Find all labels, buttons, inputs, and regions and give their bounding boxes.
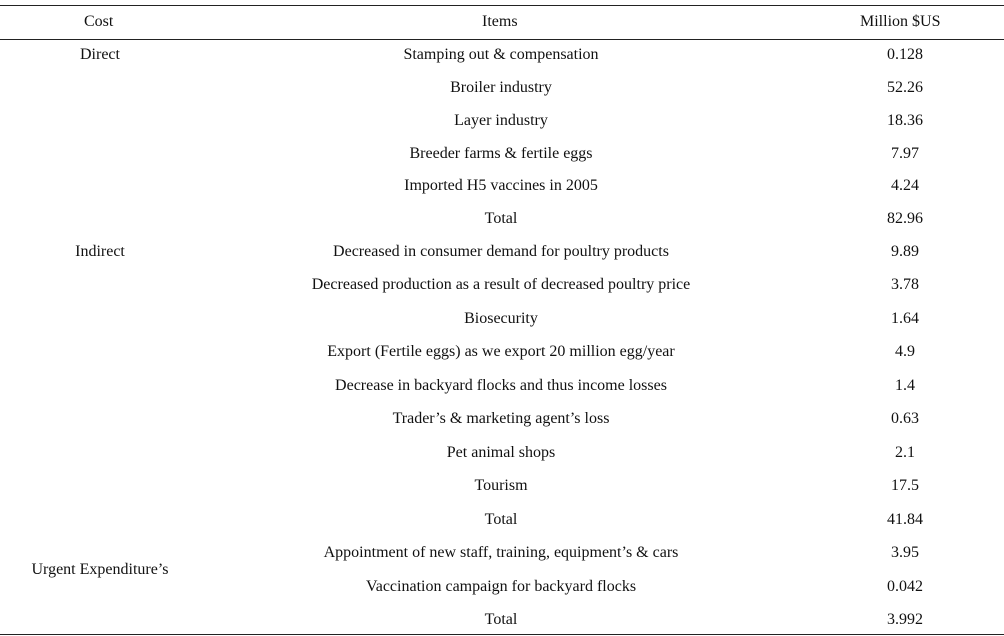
header-items: Items — [482, 13, 518, 30]
table-row-item: Broiler industry — [450, 79, 552, 96]
table-row-total-value: 82.96 — [887, 210, 923, 227]
table-row-item: Export (Fertile eggs) as we export 20 million egg/year — [327, 343, 675, 360]
table-row-item: Stamping out & compensation — [403, 46, 599, 63]
table-row-item: Decreased production as a result of decreased poultry price — [311, 276, 691, 293]
table-row-value: 1.4 — [895, 377, 915, 394]
group-label-urgent: Urgent Expenditure’s — [31, 561, 169, 578]
table-row-item: Pet animal shops — [446, 444, 556, 461]
table-row-value: 4.9 — [895, 343, 915, 360]
table-row-value: 17.5 — [891, 477, 919, 494]
top-rule — [0, 5, 1004, 6]
bottom-rule — [0, 634, 1004, 635]
table-row-item: Breeder farms & fertile eggs — [409, 145, 593, 162]
group-label-indirect: Indirect — [75, 243, 125, 260]
table-row-value: 0.63 — [891, 410, 919, 427]
table-row-total-value: 41.84 — [887, 511, 923, 528]
table-row-value: 4.24 — [891, 177, 919, 194]
header-rule — [0, 39, 1004, 40]
table-row-value: 0.128 — [887, 46, 923, 63]
table-row-total-label: Total — [484, 611, 518, 628]
table-row-value: 7.97 — [891, 145, 919, 162]
table-row-total-label: Total — [484, 511, 518, 528]
table-row-value: 1.64 — [891, 310, 919, 327]
table-row-item: Trader’s & marketing agent’s loss — [392, 410, 610, 427]
header-cost: Cost — [84, 13, 114, 30]
table-row-value: 0.042 — [887, 578, 923, 595]
table-row-item: Appointment of new staff, training, equipment’s & cars — [323, 544, 679, 561]
table-row-item: Tourism — [474, 477, 528, 494]
table-row-item: Layer industry — [454, 112, 548, 129]
table-row-item: Decrease in backyard flocks and thus income losses — [335, 377, 667, 394]
table-row-value: 52.26 — [887, 79, 923, 96]
table-row-value: 3.95 — [891, 544, 919, 561]
header-value: Million $US — [860, 13, 941, 30]
table-row-item: Decreased in consumer demand for poultry products — [333, 243, 669, 260]
table-row-total-label: Total — [484, 210, 518, 227]
table-row-item: Imported H5 vaccines in 2005 — [404, 177, 598, 194]
group-label-direct: Direct — [80, 46, 120, 63]
table-row-item: Biosecurity — [464, 310, 538, 327]
table-row-value: 18.36 — [887, 112, 923, 129]
table-row-item: Vaccination campaign for backyard flocks — [365, 578, 637, 595]
table-row-value: 9.89 — [891, 243, 919, 260]
table-row-value: 3.78 — [891, 276, 919, 293]
table-row-total-value: 3.992 — [887, 611, 923, 628]
table-row-value: 2.1 — [895, 444, 915, 461]
